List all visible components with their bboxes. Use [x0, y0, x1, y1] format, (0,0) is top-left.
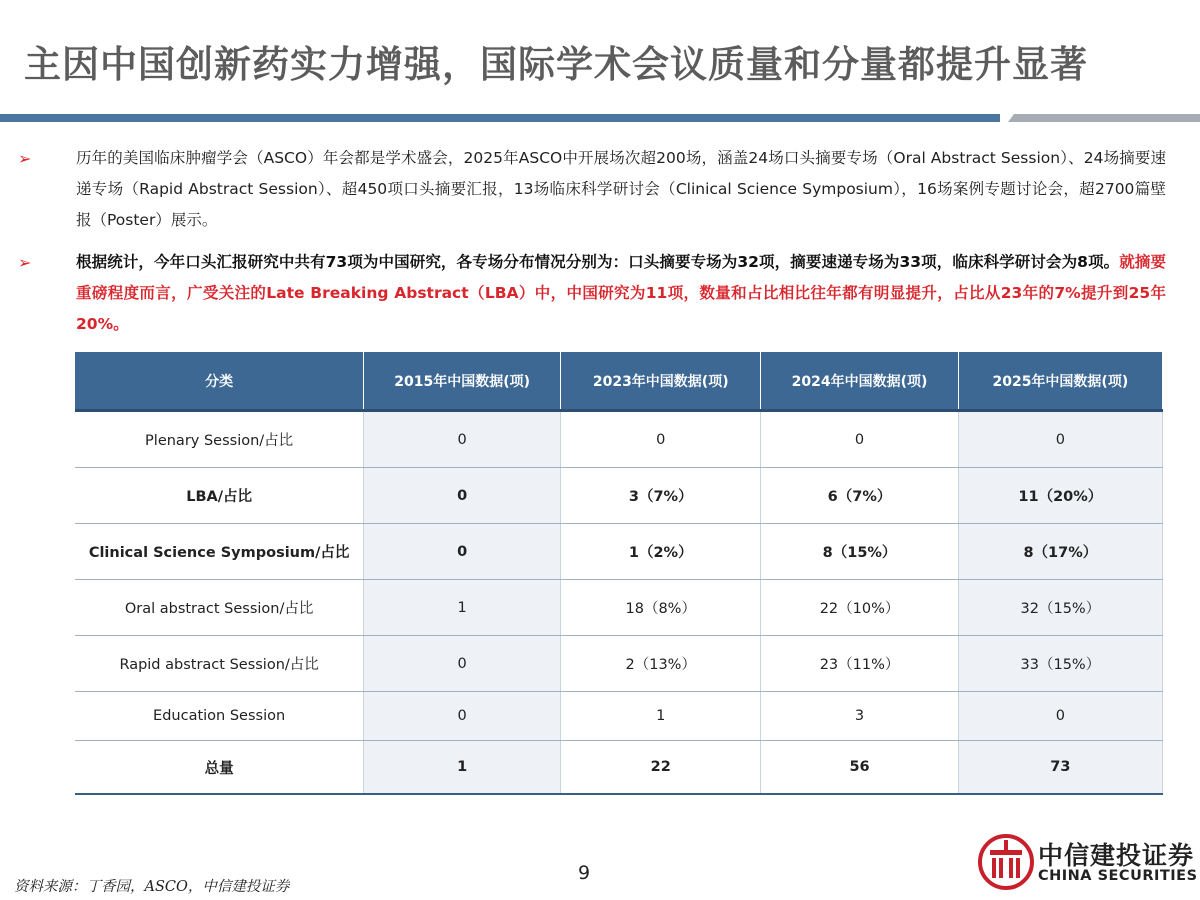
bullet-text: 历年的美国临床肿瘤学会（ASCO）年会都是学术盛会，2025年ASCO中开展场次超200场，涵盖24场口头摘要专场（Oral Abstract Session）、24场摘要速递专场（Rapid Abstract Session）、超450项口头摘要汇报，13场临床科学研讨会（Clinical Science Symposium），16场案例专题讨论会，超2700篇壁报（Poster）展示。 — [76, 149, 1166, 229]
bullet-asco-overview — [18, 143, 1166, 236]
cell-category: 总量 — [75, 741, 364, 795]
cell-2025: 73 — [958, 741, 1162, 795]
page-number: 9 — [578, 862, 591, 884]
cell-2024: 3 — [761, 692, 958, 741]
cell-2023: 3（7%） — [561, 468, 761, 524]
table-row — [75, 692, 1163, 741]
cell-2025: 32（15%） — [958, 580, 1162, 636]
cell-2025: 0 — [958, 692, 1162, 741]
cell-category: Plenary Session/占比 — [75, 411, 364, 468]
cell-2024: 22（10%） — [761, 580, 958, 636]
cell-category: LBA/占比 — [75, 468, 364, 524]
cell-2015: 0 — [364, 692, 561, 741]
cell-2015: 1 — [364, 580, 561, 636]
title-divider-bar — [0, 114, 1000, 122]
cell-2023: 1 — [561, 692, 761, 741]
table-row — [75, 524, 1163, 580]
cell-2024: 8（15%） — [761, 524, 958, 580]
bullet-text-red: 就摘要重磅程度而言，广受关注的Late Breaking Abstract（LBA）中，中国研究为11项，数量和占比相比往年都有明显提升，占比从23年的7%提升到25年20%。 — [76, 253, 1166, 333]
cell-2015: 0 — [364, 411, 561, 468]
col-header-2025: 2025年中国数据(项) — [958, 352, 1162, 411]
table-row — [75, 411, 1163, 468]
table-row — [75, 468, 1163, 524]
cell-2025: 8（17%） — [958, 524, 1162, 580]
cell-2015: 0 — [364, 636, 561, 692]
table-header-row — [75, 352, 1163, 411]
cell-2023: 1（2%） — [561, 524, 761, 580]
cell-2024: 6（7%） — [761, 468, 958, 524]
cell-2024: 0 — [761, 411, 958, 468]
col-header-2023: 2023年中国数据(项) — [561, 352, 761, 411]
cell-2024: 23（11%） — [761, 636, 958, 692]
bullet-china-statistics — [18, 247, 1166, 340]
cell-2023: 0 — [561, 411, 761, 468]
cell-category: Rapid abstract Session/占比 — [75, 636, 364, 692]
cell-2025: 11（20%） — [958, 468, 1162, 524]
cell-2023: 2（13%） — [561, 636, 761, 692]
arrow-bullet-icon: ➢ — [18, 149, 32, 168]
col-header-2015: 2015年中国数据(项) — [364, 352, 561, 411]
cell-category: Clinical Science Symposium/占比 — [75, 524, 364, 580]
source-note: 资料来源：丁香园，ASCO，中信建投证券 — [14, 879, 290, 895]
logo-english-name: CHINA SECURITIES — [1038, 868, 1198, 884]
asco-china-data-table — [75, 352, 1163, 795]
title-divider-accent — [1008, 114, 1200, 122]
cell-2023: 18（8%） — [561, 580, 761, 636]
table-row-total — [75, 741, 1163, 795]
cell-2015: 0 — [364, 524, 561, 580]
cell-2025: 0 — [958, 411, 1162, 468]
cell-2023: 22 — [561, 741, 761, 795]
arrow-bullet-icon: ➢ — [18, 253, 32, 272]
table-row — [75, 580, 1163, 636]
cell-category: Education Session — [75, 692, 364, 741]
bullet-text-black: 根据统计，今年口头汇报研究中共有73项为中国研究，各专场分布情况分别为：口头摘要专场为32项，摘要速递专场为33项，临床科学研讨会为8项。 — [76, 253, 1120, 271]
logo-chinese-name: 中信建投证券 — [1038, 841, 1195, 870]
col-header-category: 分类 — [75, 352, 364, 411]
col-header-2024: 2024年中国数据(项) — [761, 352, 958, 411]
cell-2015: 1 — [364, 741, 561, 795]
cell-2025: 33（15%） — [958, 636, 1162, 692]
cell-2024: 56 — [761, 741, 958, 795]
table-row — [75, 636, 1163, 692]
page-title: 主因中国创新药实力增强，国际学术会议质量和分量都提升显著 — [24, 43, 1088, 86]
cell-category: Oral abstract Session/占比 — [75, 580, 364, 636]
cell-2015: 0 — [364, 468, 561, 524]
